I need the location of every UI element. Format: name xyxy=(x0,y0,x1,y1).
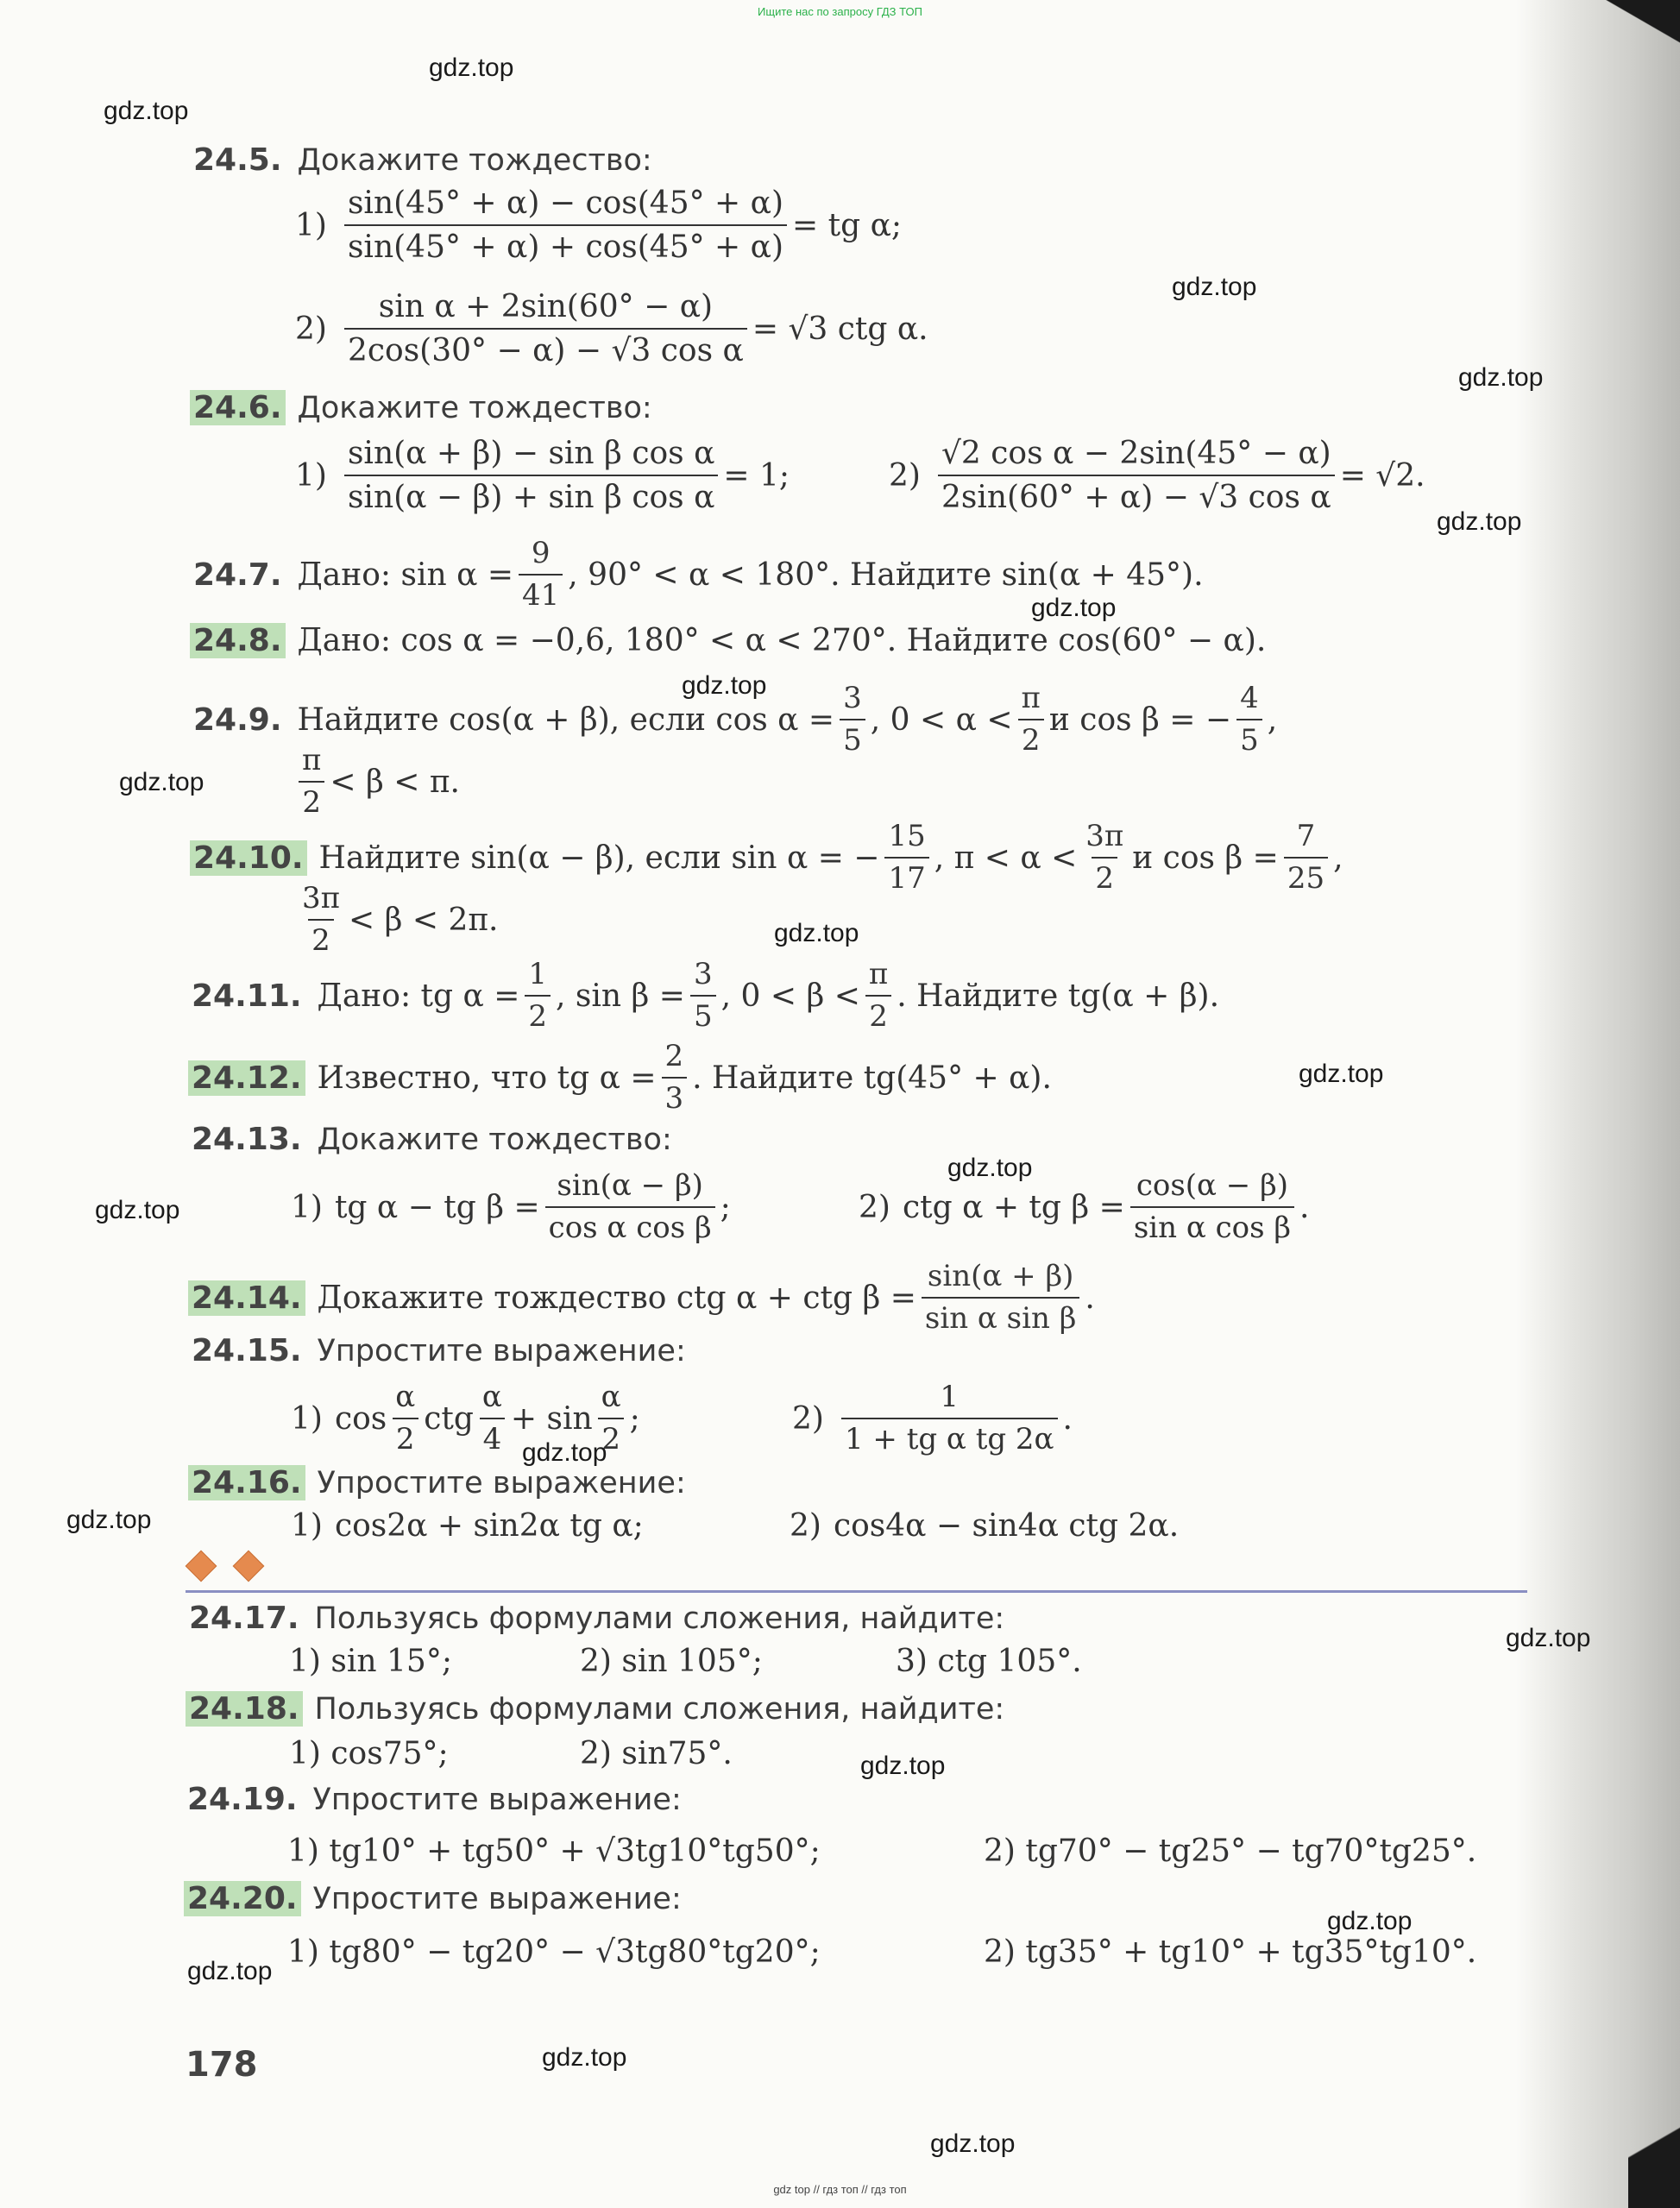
sub-items xyxy=(984,1834,1476,1869)
problem-24-7 xyxy=(190,537,1204,613)
rhs: = √2. xyxy=(1339,457,1425,494)
problem-number: 24.10. xyxy=(190,840,307,876)
watermark: gdz.top xyxy=(930,2129,1016,2158)
fraction xyxy=(1082,820,1127,896)
problem-number: 24.14. xyxy=(188,1280,305,1316)
denominator: sin α cos β xyxy=(1130,1206,1294,1245)
denominator: 5 xyxy=(690,995,716,1034)
problem-text: , π < α < xyxy=(934,840,1078,876)
expr-part: + sin xyxy=(510,1400,593,1437)
top-banner[interactable]: Ищите нас по запросу ГДЗ ТОП xyxy=(758,5,922,18)
problem-24-18 xyxy=(186,1691,1004,1727)
fraction xyxy=(938,436,1335,516)
fraction xyxy=(922,1260,1079,1336)
denominator: 2 xyxy=(308,919,334,958)
problem-24-15 xyxy=(188,1333,686,1368)
problem-number: 24.12. xyxy=(188,1060,305,1096)
page-gutter-shadow xyxy=(1516,0,1680,2208)
problem-text: Найдите sin(α − β), если sin α = − xyxy=(318,840,880,876)
problem-24-20 xyxy=(184,1881,682,1916)
expression: cos4α − sin4α ctg 2α. xyxy=(833,1508,1180,1544)
sub-items xyxy=(289,1736,449,1771)
sub-item-1 xyxy=(291,1381,640,1456)
denominator: sin(45° + α) + cos(45° + α) xyxy=(344,224,787,265)
fraction xyxy=(344,436,718,516)
watermark: gdz.top xyxy=(1172,273,1257,301)
numerator: sin(45° + α) − cos(45° + α) xyxy=(347,186,784,221)
lhs: ctg α + tg β = xyxy=(902,1189,1125,1225)
denominator: cos α cos β xyxy=(545,1206,715,1245)
problem-24-11 xyxy=(188,958,1219,1034)
fraction xyxy=(1284,820,1328,896)
problem-number: 24.6. xyxy=(190,390,286,425)
rhs: = √3 ctg α. xyxy=(752,311,928,347)
watermark: gdz.top xyxy=(682,671,767,700)
problem-24-17 xyxy=(186,1601,1004,1636)
problem-number: 24.17. xyxy=(189,1601,299,1636)
problem-24-12 xyxy=(188,1040,1052,1116)
denominator: 2 xyxy=(393,1418,418,1456)
numerator: sin(α − β) xyxy=(557,1168,703,1203)
watermark: gdz.top xyxy=(1458,363,1544,392)
fraction xyxy=(1130,1169,1294,1245)
watermark: gdz.top xyxy=(104,97,189,125)
problem-text: Пользуясь формулами сложения, найдите: xyxy=(314,1691,1005,1727)
problem-number: 24.8. xyxy=(190,623,286,658)
fraction xyxy=(865,958,891,1034)
problem-text: Найдите cos(α + β), если cos α = xyxy=(297,701,835,738)
denominator: 5 xyxy=(840,719,865,758)
bottom-banner[interactable]: gdz top // гдз топ // гдз топ xyxy=(773,2183,907,2196)
problem-text: , xyxy=(1267,701,1278,738)
problem-24-6 xyxy=(190,390,652,425)
problem-24-13 xyxy=(188,1122,672,1157)
fraction xyxy=(1236,682,1262,758)
denominator: 2 xyxy=(598,1418,624,1456)
sub-label: 1) xyxy=(291,1189,323,1225)
difficulty-diamond-icon xyxy=(186,1551,217,1582)
difficulty-diamond-icon xyxy=(233,1551,265,1582)
numerator: 1 xyxy=(528,957,548,991)
watermark: gdz.top xyxy=(1506,1624,1591,1652)
numerator: 2 xyxy=(664,1039,684,1073)
sub-item-1 xyxy=(291,1169,731,1245)
numerator: 7 xyxy=(1296,819,1316,853)
problem-number: 24.19. xyxy=(187,1782,298,1817)
denominator: 2 xyxy=(1018,719,1044,758)
watermark: gdz.top xyxy=(774,919,859,947)
numerator: sin(α + β) − sin β cos α xyxy=(347,436,715,471)
fraction xyxy=(299,744,324,820)
problem-text: Упростите выражение: xyxy=(317,1333,686,1368)
problem-text: . Найдите tg(α + β). xyxy=(897,978,1220,1014)
sub-item-2 xyxy=(295,289,928,369)
problem-text: Докажите тождество: xyxy=(297,142,652,178)
sub-item-1 xyxy=(295,436,790,516)
problem-text: Известно, что tg α = xyxy=(317,1060,657,1096)
sub-item: 1) tg80° − tg20° − √3tg80°tg20°; xyxy=(287,1934,821,1970)
sub-item-1 xyxy=(291,1508,644,1544)
expr-part: ctg xyxy=(424,1400,474,1437)
problem-24-19 xyxy=(184,1782,682,1817)
fraction xyxy=(690,958,716,1034)
problem-text: , 0 < α < xyxy=(870,701,1013,738)
numerator: 3 xyxy=(693,957,713,991)
numerator: 1 xyxy=(940,1380,960,1414)
problem-text: Докажите тождество ctg α + ctg β = xyxy=(317,1280,916,1316)
problem-text: Докажите тождество: xyxy=(297,390,652,425)
problem-24-16 xyxy=(188,1465,686,1500)
numerator: 3π xyxy=(1085,819,1124,853)
sub-label: 1) xyxy=(291,1508,323,1544)
fraction xyxy=(1018,682,1044,758)
numerator: sin α + 2sin(60° − α) xyxy=(378,289,714,324)
fraction xyxy=(479,1381,506,1456)
problem-text: , xyxy=(1333,840,1343,876)
problem-text: , 90° < α < 180°. Найдите sin(α + 45°). xyxy=(568,557,1204,593)
problem-number: 24.15. xyxy=(192,1333,302,1368)
watermark: gdz.top xyxy=(1031,594,1117,622)
sub-item-1 xyxy=(295,186,902,266)
rhs: . xyxy=(1062,1400,1073,1437)
sub-item-2 xyxy=(889,436,1425,516)
problem-text: и cos β = xyxy=(1132,840,1279,876)
sub-item: 2) sin 105°; xyxy=(580,1644,763,1679)
expr-part: ; xyxy=(629,1400,640,1437)
sub-label: 1) xyxy=(291,1400,323,1437)
problem-text: , 0 < β < xyxy=(720,978,860,1014)
problem-number: 24.16. xyxy=(188,1465,305,1500)
numerator: 3 xyxy=(843,681,862,715)
sub-label: 2) xyxy=(792,1400,824,1437)
numerator: 9 xyxy=(531,536,551,570)
rhs: . xyxy=(1299,1189,1310,1225)
problem-text: Упростите выражение: xyxy=(317,1465,686,1500)
problem-text: Пользуясь формулами сложения, найдите: xyxy=(314,1601,1005,1636)
problem-number: 24.7. xyxy=(193,557,282,593)
continuation-line xyxy=(293,744,460,820)
fraction xyxy=(840,682,865,758)
problem-text: Упростите выражение: xyxy=(312,1881,682,1916)
watermark: gdz.top xyxy=(66,1506,152,1534)
sub-items xyxy=(289,1644,452,1679)
numerator: sin(α + β) xyxy=(927,1259,1074,1293)
problem-text: < β < π. xyxy=(330,764,460,800)
problem-text: . xyxy=(1085,1280,1095,1316)
sub-item: 2) tg70° − tg25° − tg70°tg25°. xyxy=(984,1834,1477,1869)
problem-24-14 xyxy=(188,1260,1095,1336)
numerator: cos(α − β) xyxy=(1136,1168,1289,1203)
sub-items xyxy=(984,1934,1476,1970)
sub-items xyxy=(287,1834,821,1869)
problem-24-8 xyxy=(190,623,1266,658)
denominator: 1 + tg α tg 2α xyxy=(841,1418,1058,1456)
section-divider xyxy=(186,1590,1527,1593)
fraction xyxy=(884,820,928,896)
problem-text: Дано: sin α = xyxy=(297,557,514,593)
denominator: 3 xyxy=(662,1077,688,1116)
sub-item: 1) cos75°; xyxy=(289,1736,449,1771)
fraction xyxy=(662,1040,688,1116)
watermark: gdz.top xyxy=(860,1752,946,1780)
watermark: gdz.top xyxy=(119,768,204,796)
denominator: 2 xyxy=(865,995,891,1034)
denominator: 41 xyxy=(519,574,563,613)
sub-item-2 xyxy=(859,1169,1309,1245)
denominator: 2 xyxy=(525,995,551,1034)
numerator: 3π xyxy=(302,881,340,915)
denominator: sin(α − β) + sin β cos α xyxy=(344,475,718,515)
numerator: α xyxy=(601,1380,621,1414)
problem-text: Докажите тождество: xyxy=(317,1122,672,1157)
problem-text: , sin β = xyxy=(556,978,685,1014)
watermark: gdz.top xyxy=(947,1154,1033,1182)
problem-text: Дано: tg α = xyxy=(317,978,520,1014)
fraction xyxy=(519,537,563,613)
fraction xyxy=(598,1381,625,1456)
denominator: 17 xyxy=(884,857,928,896)
rhs: = tg α; xyxy=(792,207,903,243)
watermark: gdz.top xyxy=(95,1196,180,1224)
sub-item: 1) tg10° + tg50° + √3tg10°tg50°; xyxy=(287,1834,821,1869)
problem-24-5 xyxy=(190,142,652,178)
numerator: √2 cos α − 2sin(45° − α) xyxy=(941,436,1331,471)
sub-item: 1) sin 15°; xyxy=(289,1644,452,1679)
sub-items xyxy=(287,1934,821,1970)
watermark: gdz.top xyxy=(1327,1907,1413,1935)
sub-label: 2) xyxy=(295,311,327,347)
sub-item: 2) sin75°. xyxy=(580,1736,733,1771)
watermark: gdz.top xyxy=(542,2043,627,2072)
denominator: 5 xyxy=(1236,719,1262,758)
problem-number: 24.5. xyxy=(193,142,282,178)
problem-number: 24.11. xyxy=(192,978,302,1014)
denominator: 2 xyxy=(1092,857,1117,896)
numerator: π xyxy=(868,957,889,991)
problem-text: . Найдите tg(45° + α). xyxy=(692,1060,1052,1096)
sub-items xyxy=(896,1644,1082,1679)
problem-number: 24.20. xyxy=(184,1881,301,1916)
problem-text: Дано: cos α = −0,6, 180° < α < 270°. Найдите cos(60° − α). xyxy=(297,623,1267,658)
problem-number: 24.13. xyxy=(192,1122,302,1157)
expr-part: cos xyxy=(334,1400,387,1437)
sub-item-2 xyxy=(790,1508,1179,1544)
sub-item: 3) ctg 105°. xyxy=(896,1644,1082,1679)
fraction xyxy=(299,882,343,958)
watermark: gdz.top xyxy=(187,1957,273,1985)
problem-text: Упростите выражение: xyxy=(312,1782,682,1817)
denominator: 2cos(30° − α) − √3 cos α xyxy=(344,328,747,368)
denominator: 2 xyxy=(299,781,324,820)
denominator: sin α sin β xyxy=(922,1297,1079,1336)
fraction xyxy=(344,186,787,266)
problem-text: и cos β = − xyxy=(1048,701,1232,738)
sub-item: 2) tg35° + tg10° + tg35°tg10°. xyxy=(984,1934,1477,1970)
numerator: π xyxy=(1021,681,1041,715)
expression: cos2α + sin2α tg α; xyxy=(334,1508,644,1544)
sub-label: 2) xyxy=(889,457,921,494)
numerator: 4 xyxy=(1240,681,1259,715)
watermark: gdz.top xyxy=(1437,507,1522,536)
sub-label: 2) xyxy=(859,1189,890,1225)
problem-number: 24.9. xyxy=(193,701,282,738)
denominator: 25 xyxy=(1284,857,1328,896)
problem-number: 24.18. xyxy=(186,1691,303,1727)
fraction xyxy=(545,1169,715,1245)
numerator: π xyxy=(302,743,322,777)
denominator: 2sin(60° + α) − √3 cos α xyxy=(938,475,1335,515)
sub-items xyxy=(580,1644,763,1679)
page-number: 178 xyxy=(186,2045,258,2085)
numerator: α xyxy=(481,1380,502,1414)
fraction xyxy=(392,1381,418,1456)
sub-label: 2) xyxy=(790,1508,821,1544)
rhs: ; xyxy=(720,1189,731,1225)
watermark: gdz.top xyxy=(1299,1060,1384,1088)
problem-text: < β < 2π. xyxy=(348,902,499,938)
lhs: tg α − tg β = xyxy=(334,1189,540,1225)
rhs: = 1; xyxy=(723,457,790,494)
continuation-line xyxy=(293,882,498,958)
watermark: gdz.top xyxy=(522,1438,607,1467)
numerator: 15 xyxy=(888,819,926,853)
fraction xyxy=(525,958,551,1034)
fraction xyxy=(344,289,747,369)
watermark: gdz.top xyxy=(429,53,514,82)
sub-label: 1) xyxy=(295,207,327,243)
sub-item-2 xyxy=(792,1381,1073,1456)
sub-label: 1) xyxy=(295,457,327,494)
numerator: α xyxy=(395,1380,416,1414)
sub-items xyxy=(580,1736,733,1771)
denominator: 4 xyxy=(480,1418,506,1456)
fraction xyxy=(841,1381,1058,1456)
